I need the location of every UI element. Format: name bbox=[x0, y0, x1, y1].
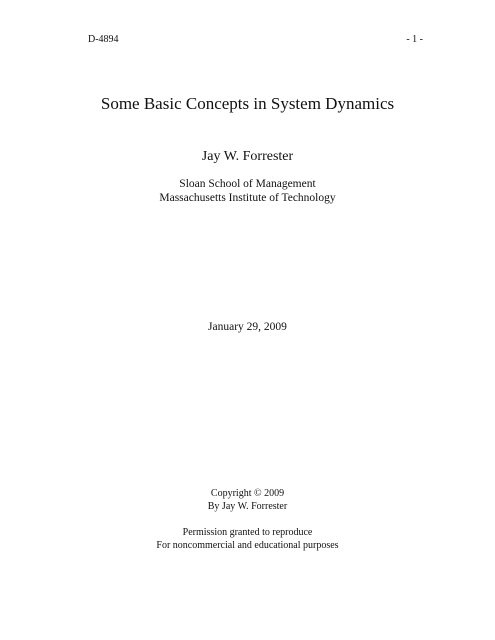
copyright-holder: By Jay W. Forrester bbox=[207, 501, 288, 512]
affiliation-institute: Massachusetts Institute of Technology bbox=[159, 192, 336, 204]
copyright-block bbox=[0, 487, 495, 513]
page-number: - 1 - bbox=[406, 34, 423, 45]
copyright-notice: Copyright © 2009 bbox=[210, 488, 285, 499]
affiliation-school: Sloan School of Management bbox=[179, 178, 316, 190]
affiliation-block bbox=[0, 177, 495, 205]
permission-block bbox=[0, 526, 495, 552]
document-id: D-4894 bbox=[88, 34, 119, 45]
author-name: Jay W. Forrester bbox=[201, 149, 294, 164]
permission-line-2: For noncommercial and educational purposes bbox=[156, 540, 339, 551]
document-date: January 29, 2009 bbox=[208, 321, 287, 333]
permission-line-1: Permission granted to reproduce bbox=[182, 527, 313, 538]
document-title: Some Basic Concepts in System Dynamics bbox=[100, 94, 395, 113]
